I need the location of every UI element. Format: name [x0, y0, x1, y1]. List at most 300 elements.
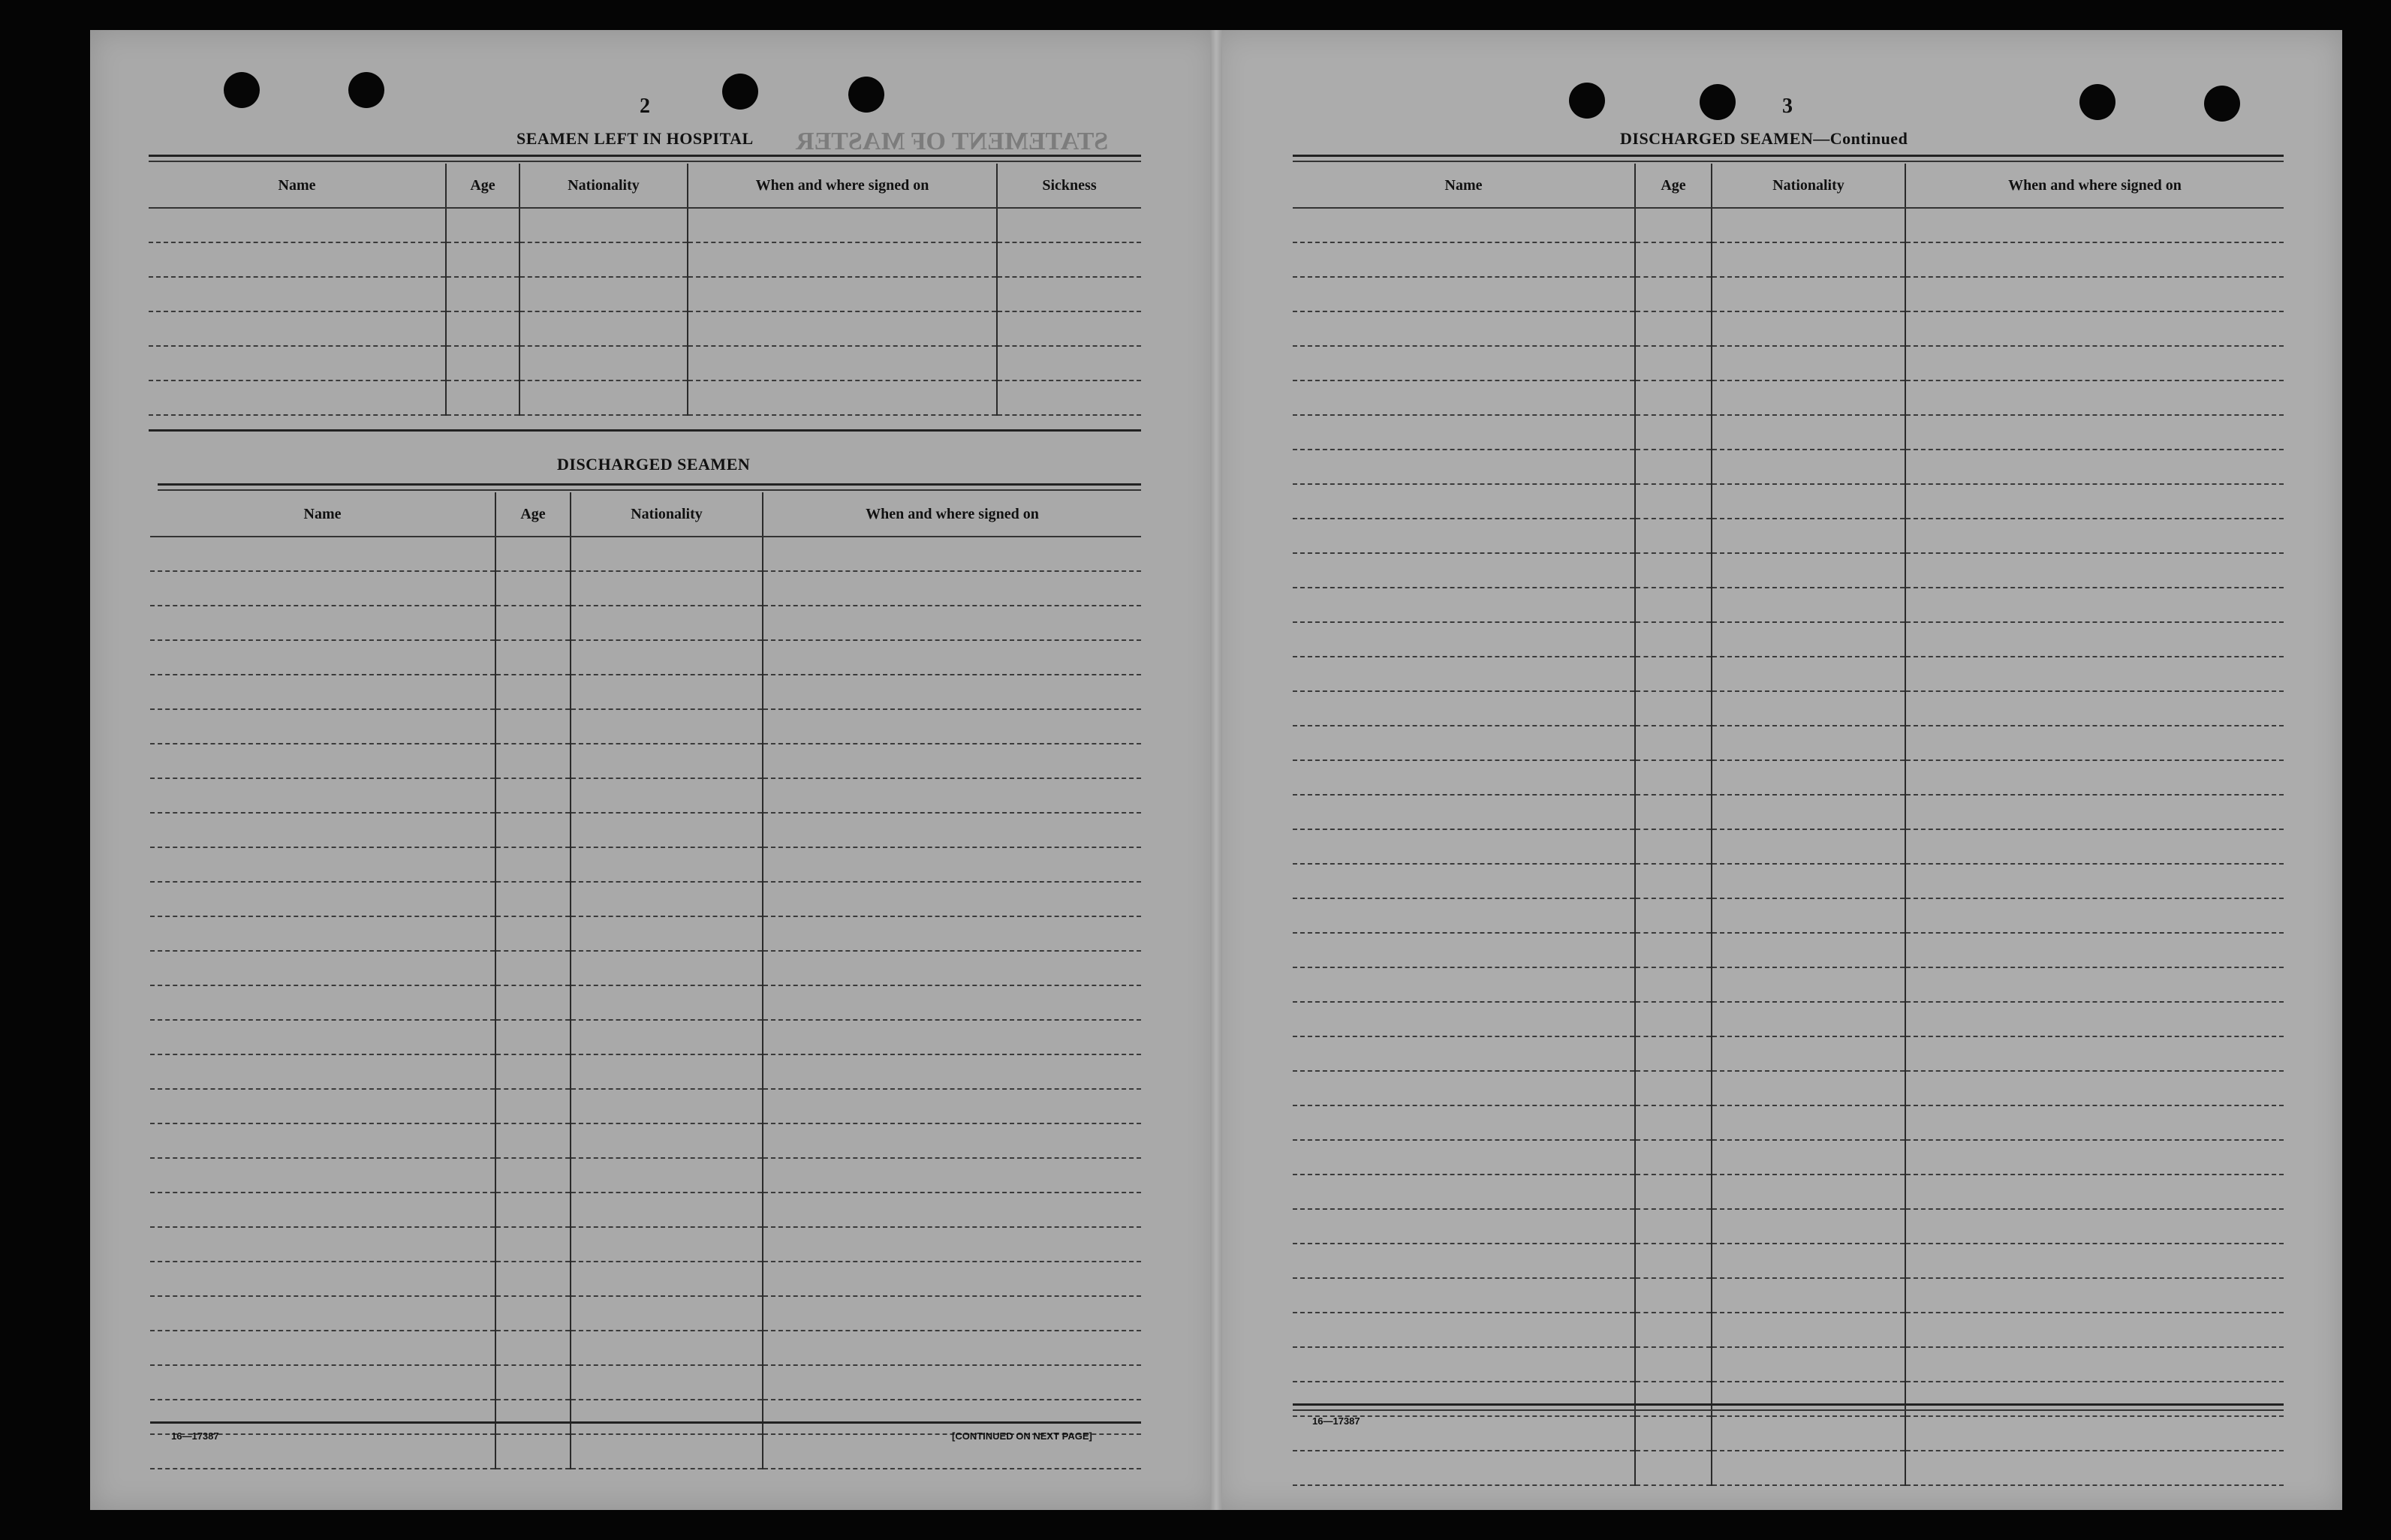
table-row	[149, 277, 1141, 311]
table-row	[1293, 208, 2284, 242]
table-row	[1293, 864, 2284, 898]
table-cell	[495, 1193, 571, 1227]
table-row	[150, 985, 1141, 1020]
table-cell	[763, 847, 1141, 882]
table-cell	[1905, 1140, 2284, 1175]
table-cell	[688, 380, 997, 415]
table-cell	[150, 882, 495, 916]
form-code-left: 16—17387	[171, 1430, 219, 1442]
table-cell	[1905, 898, 2284, 933]
table-cell	[571, 1193, 763, 1227]
table-cell	[150, 1296, 495, 1331]
table-cell	[1293, 933, 1635, 967]
table-cell	[763, 1262, 1141, 1296]
hospital-table	[149, 164, 1141, 416]
table-cell	[571, 606, 763, 640]
table-row	[150, 1089, 1141, 1123]
table-cell	[1905, 380, 2284, 415]
table-cell	[519, 311, 688, 346]
table-cell	[1293, 553, 1635, 588]
table-cell	[1712, 622, 1905, 657]
table-cell	[150, 1400, 495, 1434]
table-cell	[1712, 760, 1905, 795]
table-cell	[519, 346, 688, 380]
table-cell	[1635, 967, 1712, 1002]
table-cell	[1905, 346, 2284, 380]
table-cell	[495, 744, 571, 778]
col-header-nationality: Nationality	[519, 164, 688, 208]
table-cell	[1712, 1244, 1905, 1278]
table-cell	[571, 1227, 763, 1262]
table-cell	[763, 1400, 1141, 1434]
table-cell	[1635, 1036, 1712, 1071]
table-cell	[1905, 760, 2284, 795]
table-cell	[1293, 1105, 1635, 1140]
table-row	[1293, 1209, 2284, 1244]
table-cell	[997, 208, 1141, 242]
table-cell	[1712, 450, 1905, 484]
table-row	[150, 1365, 1141, 1400]
table-row	[1293, 1002, 2284, 1036]
table-cell	[1635, 726, 1712, 760]
table-cell	[1712, 1175, 1905, 1209]
table-row	[150, 778, 1141, 813]
table-row	[1293, 1382, 2284, 1416]
page-number-left: 2	[640, 95, 650, 118]
table-cell	[495, 1365, 571, 1400]
hospital-section-title: SEAMEN LEFT IN HOSPITAL	[516, 129, 754, 148]
discharged-continued-title	[1620, 129, 1908, 149]
table-cell	[997, 346, 1141, 380]
table-cell	[150, 537, 495, 571]
table-cell	[495, 882, 571, 916]
table-row	[150, 1296, 1141, 1331]
table-cell	[495, 1227, 571, 1262]
table-cell	[763, 571, 1141, 606]
table-cell	[1293, 588, 1635, 622]
table-row	[1293, 415, 2284, 450]
table-cell	[1905, 1105, 2284, 1140]
table-cell	[1293, 346, 1635, 380]
hospital-bottom-rule	[149, 429, 1141, 432]
table-row	[150, 951, 1141, 985]
table-row	[150, 1193, 1141, 1227]
table-cell	[571, 1365, 763, 1400]
table-cell	[571, 1020, 763, 1054]
table-cell	[571, 813, 763, 847]
table-cell	[150, 951, 495, 985]
punch-hole-icon	[1569, 83, 1605, 119]
table-cell	[1905, 277, 2284, 311]
right-top-rule	[1293, 155, 2284, 157]
table-cell	[1293, 1071, 1635, 1105]
table-row	[1293, 1140, 2284, 1175]
table-cell	[763, 951, 1141, 985]
table-cell	[1712, 242, 1905, 277]
table-cell	[519, 380, 688, 415]
table-cell	[1905, 311, 2284, 346]
punch-hole-icon	[2204, 86, 2240, 122]
table-cell	[1712, 311, 1905, 346]
table-cell	[763, 1158, 1141, 1193]
table-cell	[495, 571, 571, 606]
discharged-continued-title-main: DISCHARGED SEAMEN	[1620, 129, 1814, 148]
table-cell	[571, 1331, 763, 1365]
table-cell	[1712, 933, 1905, 967]
punch-hole-icon	[224, 72, 260, 108]
table-cell	[571, 778, 763, 813]
table-cell	[571, 571, 763, 606]
table-cell	[1905, 1175, 2284, 1209]
table-cell	[149, 380, 446, 415]
table-cell	[1905, 1278, 2284, 1313]
table-cell	[1635, 208, 1712, 242]
table-cell	[150, 744, 495, 778]
table-cell	[571, 1054, 763, 1089]
table-cell	[1635, 864, 1712, 898]
table-cell	[763, 744, 1141, 778]
table-row	[150, 916, 1141, 951]
table-row	[1293, 346, 2284, 380]
table-cell	[150, 1158, 495, 1193]
table-cell	[1905, 1347, 2284, 1382]
table-cell	[763, 1089, 1141, 1123]
table-cell	[1635, 346, 1712, 380]
table-row	[1293, 1105, 2284, 1140]
table-cell	[1293, 208, 1635, 242]
table-cell	[149, 346, 446, 380]
table-row	[149, 380, 1141, 415]
table-cell	[763, 675, 1141, 709]
table-cell	[763, 1123, 1141, 1158]
table-cell	[495, 1123, 571, 1158]
table-cell	[1293, 829, 1635, 864]
table-cell	[1293, 519, 1635, 553]
col-header-age: Age	[1635, 164, 1712, 208]
table-cell	[1293, 450, 1635, 484]
table-cell	[446, 208, 519, 242]
table-cell	[1293, 1451, 1635, 1485]
table-cell	[1293, 760, 1635, 795]
table-cell	[1712, 415, 1905, 450]
discharged-bottom-rule	[150, 1421, 1141, 1424]
table-cell	[150, 1089, 495, 1123]
col-header-name: Name	[1293, 164, 1635, 208]
table-cell	[1293, 1036, 1635, 1071]
table-cell	[1712, 967, 1905, 1002]
table-cell	[495, 606, 571, 640]
table-cell	[1635, 380, 1712, 415]
table-cell	[571, 985, 763, 1020]
col-header-nationality: Nationality	[1712, 164, 1905, 208]
table-cell	[763, 778, 1141, 813]
table-row	[1293, 242, 2284, 277]
table-cell	[1635, 1175, 1712, 1209]
table-row	[150, 1262, 1141, 1296]
table-cell	[1635, 1451, 1712, 1485]
table-row	[149, 311, 1141, 346]
table-cell	[1905, 691, 2284, 726]
table-cell	[688, 346, 997, 380]
table-row	[1293, 1244, 2284, 1278]
table-cell	[1635, 1105, 1712, 1140]
table-cell	[763, 1365, 1141, 1400]
table-cell	[150, 1262, 495, 1296]
table-cell	[150, 813, 495, 847]
table-row	[1293, 450, 2284, 484]
table-row	[1293, 898, 2284, 933]
table-row	[150, 675, 1141, 709]
table-cell	[1635, 1382, 1712, 1416]
table-row	[1293, 484, 2284, 519]
table-cell	[1293, 484, 1635, 519]
table-row	[1293, 1071, 2284, 1105]
table-cell	[1712, 1209, 1905, 1244]
table-cell	[495, 985, 571, 1020]
table-cell	[150, 1227, 495, 1262]
discharged-continued-suffix: —Continued	[1813, 129, 1908, 148]
table-cell	[1635, 588, 1712, 622]
table-cell	[1905, 1244, 2284, 1278]
table-cell	[495, 847, 571, 882]
table-cell	[446, 380, 519, 415]
col-header-signed-on: When and where signed on	[763, 492, 1141, 537]
discharged-section-title: DISCHARGED SEAMEN	[557, 455, 751, 474]
table-cell	[149, 208, 446, 242]
table-cell	[1635, 657, 1712, 691]
table-cell	[1293, 1175, 1635, 1209]
table-cell	[1905, 967, 2284, 1002]
table-cell	[763, 709, 1141, 744]
table-cell	[1293, 380, 1635, 415]
table-cell	[1712, 1002, 1905, 1036]
discharged-top-rule	[158, 483, 1141, 486]
table-cell	[149, 311, 446, 346]
table-cell	[495, 1158, 571, 1193]
table-cell	[1905, 415, 2284, 450]
table-cell	[1293, 691, 1635, 726]
col-header-sickness: Sickness	[997, 164, 1141, 208]
col-header-nationality: Nationality	[571, 492, 763, 537]
table-cell	[519, 277, 688, 311]
table-cell	[1635, 1002, 1712, 1036]
table-cell	[1905, 657, 2284, 691]
table-cell	[1635, 450, 1712, 484]
table-cell	[1712, 346, 1905, 380]
table-cell	[1905, 450, 2284, 484]
table-cell	[1635, 829, 1712, 864]
table-cell	[763, 606, 1141, 640]
table-cell	[1712, 1071, 1905, 1105]
table-cell	[150, 1331, 495, 1365]
continued-note: [CONTINUED ON NEXT PAGE]	[952, 1430, 1092, 1442]
page-number-right: 3	[1782, 95, 1793, 118]
table-cell	[1905, 1036, 2284, 1071]
form-code-right: 16—17387	[1312, 1415, 1360, 1427]
table-cell	[1635, 1244, 1712, 1278]
table-row	[150, 606, 1141, 640]
table-cell	[571, 951, 763, 985]
table-cell	[1905, 588, 2284, 622]
table-row	[1293, 1451, 2284, 1485]
table-cell	[495, 1400, 571, 1434]
table-cell	[1905, 484, 2284, 519]
table-cell	[763, 537, 1141, 571]
table-row	[149, 208, 1141, 242]
table-row	[1293, 1313, 2284, 1347]
table-cell	[1905, 622, 2284, 657]
table-cell	[763, 813, 1141, 847]
table-cell	[495, 640, 571, 675]
table-cell	[150, 847, 495, 882]
table-row	[1293, 1175, 2284, 1209]
table-row	[150, 571, 1141, 606]
table-cell	[1712, 1313, 1905, 1347]
table-cell	[1905, 208, 2284, 242]
table-row	[150, 709, 1141, 744]
table-row	[1293, 380, 2284, 415]
table-cell	[1905, 726, 2284, 760]
table-cell	[1635, 1278, 1712, 1313]
table-cell	[1712, 1140, 1905, 1175]
table-cell	[519, 208, 688, 242]
table-cell	[1293, 1140, 1635, 1175]
table-cell	[571, 847, 763, 882]
right-bottom-rule-2	[1293, 1409, 2284, 1411]
table-row	[150, 1054, 1141, 1089]
table-cell	[1712, 864, 1905, 898]
table-row	[1293, 1347, 2284, 1382]
table-cell	[1905, 1209, 2284, 1244]
table-cell	[1635, 553, 1712, 588]
table-row	[150, 1123, 1141, 1158]
table-cell	[495, 1434, 571, 1469]
table-cell	[1635, 277, 1712, 311]
table-cell	[1635, 1313, 1712, 1347]
table-cell	[571, 537, 763, 571]
table-cell	[150, 1123, 495, 1158]
table-cell	[150, 985, 495, 1020]
table-cell	[763, 882, 1141, 916]
table-cell	[1712, 519, 1905, 553]
table-row	[1293, 1036, 2284, 1071]
table-cell	[1293, 311, 1635, 346]
table-cell	[1635, 1347, 1712, 1382]
table-cell	[1712, 795, 1905, 829]
table-cell	[1905, 519, 2284, 553]
table-cell	[571, 882, 763, 916]
table-row	[149, 346, 1141, 380]
table-cell	[495, 916, 571, 951]
table-cell	[1293, 1278, 1635, 1313]
table-cell	[1905, 829, 2284, 864]
punch-hole-icon	[1700, 84, 1736, 120]
table-cell	[1293, 795, 1635, 829]
table-cell	[763, 1054, 1141, 1089]
table-cell	[1905, 242, 2284, 277]
table-row	[1293, 519, 2284, 553]
table-cell	[150, 1365, 495, 1400]
table-cell	[149, 242, 446, 277]
punch-hole-icon	[848, 77, 884, 113]
table-cell	[519, 242, 688, 277]
table-cell	[688, 242, 997, 277]
table-cell	[1712, 1347, 1905, 1382]
table-cell	[763, 985, 1141, 1020]
table-cell	[1635, 415, 1712, 450]
table-cell	[571, 916, 763, 951]
bleed-through-header: STATEMENT OF MASTER	[796, 128, 1109, 155]
table-cell	[1293, 242, 1635, 277]
table-cell	[997, 277, 1141, 311]
table-cell	[1293, 726, 1635, 760]
table-cell	[1635, 933, 1712, 967]
table-cell	[495, 675, 571, 709]
table-cell	[1293, 1382, 1635, 1416]
table-row	[1293, 277, 2284, 311]
table-cell	[150, 916, 495, 951]
table-row	[1293, 691, 2284, 726]
table-cell	[495, 709, 571, 744]
table-cell	[150, 606, 495, 640]
table-cell	[1712, 484, 1905, 519]
table-cell	[150, 709, 495, 744]
col-header-signed-on: When and where signed on	[1905, 164, 2284, 208]
table-cell	[495, 537, 571, 571]
table-cell	[150, 1054, 495, 1089]
table-row	[1293, 760, 2284, 795]
table-cell	[1635, 1416, 1712, 1451]
table-cell	[1635, 484, 1712, 519]
table-cell	[495, 1054, 571, 1089]
table-cell	[1635, 1209, 1712, 1244]
table-cell	[1712, 588, 1905, 622]
table-cell	[1635, 1140, 1712, 1175]
table-cell	[1293, 898, 1635, 933]
table-cell	[1293, 415, 1635, 450]
table-cell	[495, 813, 571, 847]
table-cell	[688, 277, 997, 311]
table-cell	[688, 311, 997, 346]
table-cell	[1635, 519, 1712, 553]
table-cell	[1293, 1002, 1635, 1036]
table-row	[1293, 657, 2284, 691]
table-cell	[997, 311, 1141, 346]
table-cell	[1712, 691, 1905, 726]
table-cell	[1712, 898, 1905, 933]
table-cell	[1712, 657, 1905, 691]
table-cell	[1905, 1451, 2284, 1485]
table-cell	[446, 346, 519, 380]
table-cell	[495, 951, 571, 985]
table-cell	[150, 1020, 495, 1054]
table-cell	[1293, 1244, 1635, 1278]
table-cell	[150, 778, 495, 813]
table-cell	[1635, 898, 1712, 933]
table-cell	[763, 1020, 1141, 1054]
table-row	[1293, 588, 2284, 622]
right-bottom-rule	[1293, 1403, 2284, 1406]
table-cell	[1905, 1002, 2284, 1036]
punch-hole-icon	[2079, 84, 2115, 120]
table-cell	[149, 277, 446, 311]
discharged-top-rule-2	[158, 489, 1141, 491]
table-cell	[1293, 657, 1635, 691]
table-cell	[495, 1089, 571, 1123]
table-row	[150, 1400, 1141, 1434]
table-cell	[1635, 242, 1712, 277]
table-cell	[997, 242, 1141, 277]
